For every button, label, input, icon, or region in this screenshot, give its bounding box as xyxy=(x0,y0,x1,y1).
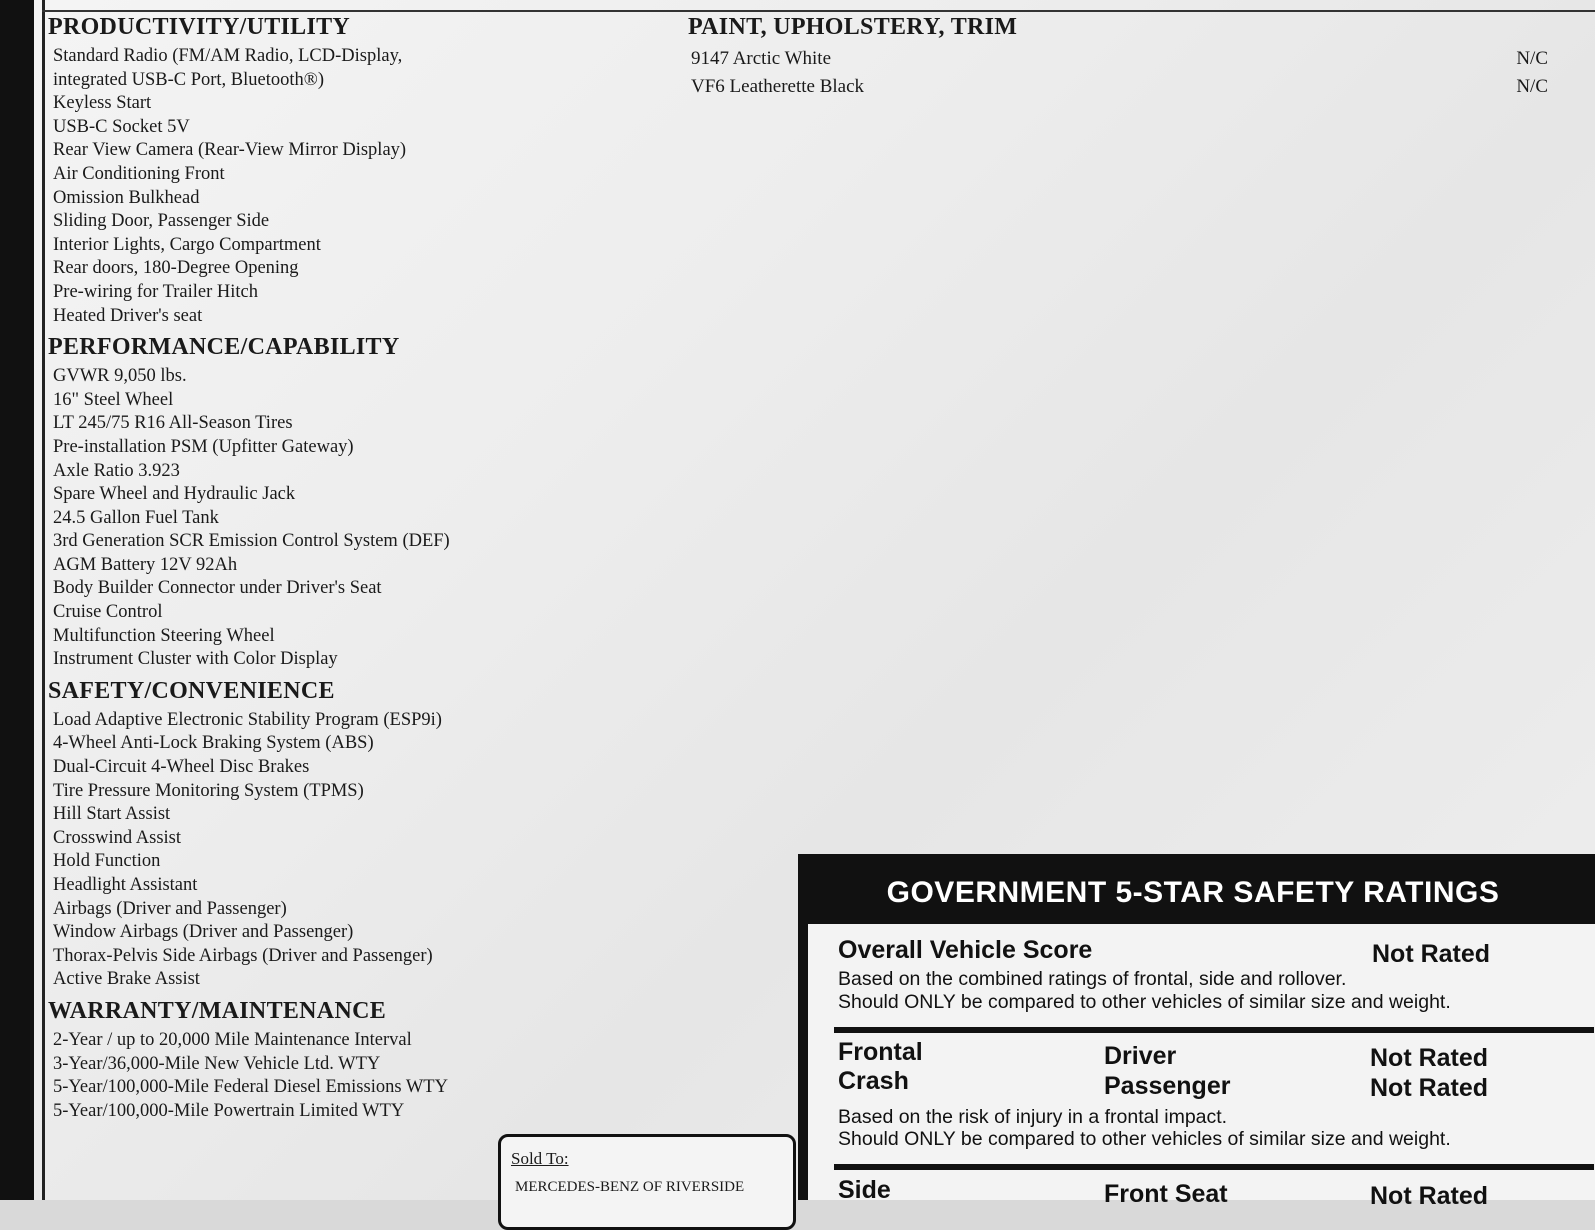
feature-item: Sliding Door, Passenger Side xyxy=(53,211,270,232)
feature-item: Heated Driver's seat xyxy=(53,305,203,326)
feature-item: Interior Lights, Cargo Compartment xyxy=(53,234,321,255)
feature-item: Active Brake Assist xyxy=(53,969,200,990)
feature-item: Rear View Camera (Rear-View Mirror Display) xyxy=(53,140,407,161)
feature-item: Cruise Control xyxy=(53,602,163,623)
paint-name: VF6 Leatherette Black xyxy=(691,76,865,97)
features-column xyxy=(48,14,668,1129)
paint-row xyxy=(691,73,1568,101)
section-divider xyxy=(834,1027,1594,1033)
frontal-desc-1: Based on the risk of injury in a frontal impact. xyxy=(838,1106,1228,1128)
feature-item: Load Adaptive Electronic Stability Program (ESP9i) xyxy=(53,709,442,730)
performance-title: PERFORMANCE/CAPABILITY xyxy=(48,334,400,361)
feature-item: LT 245/75 R16 All-Season Tires xyxy=(53,413,293,434)
feature-item: 3rd Generation SCR Emission Control System (DEF) xyxy=(53,531,450,552)
top-border-rule xyxy=(42,10,1595,12)
feature-item: Rear doors, 180-Degree Opening xyxy=(53,258,299,279)
paint-price: N/C xyxy=(1516,76,1548,97)
overall-desc-2: Should ONLY be compared to other vehicles of similar size and weight. xyxy=(838,991,1451,1013)
productivity-section xyxy=(48,14,668,328)
paint-name: 9147 Arctic White xyxy=(691,48,832,69)
frontal-passenger-label: Passenger xyxy=(1104,1072,1231,1100)
feature-item: Spare Wheel and Hydraulic Jack xyxy=(53,484,296,505)
performance-section xyxy=(48,334,668,672)
safety-section xyxy=(48,678,668,992)
section-divider xyxy=(834,1164,1594,1170)
left-border-rule xyxy=(42,0,45,1200)
sold-to-label: Sold To: xyxy=(511,1149,569,1168)
frontal-driver-value: Not Rated xyxy=(1370,1044,1489,1072)
feature-item: 5-Year/100,000-Mile Federal Diesel Emissions WTY xyxy=(53,1077,448,1098)
overall-desc-1: Based on the combined ratings of frontal, side and rollover. xyxy=(838,968,1347,990)
warranty-title: WARRANTY/MAINTENANCE xyxy=(48,997,387,1024)
page-edge-shadow xyxy=(0,0,34,1200)
feature-item: 24.5 Gallon Fuel Tank xyxy=(53,507,219,528)
feature-item: Axle Ratio 3.923 xyxy=(53,460,180,481)
feature-item: 2-Year / up to 20,000 Mile Maintenance Interval xyxy=(53,1029,412,1050)
frontal-desc-2: Should ONLY be compared to other vehicles of similar size and weight. xyxy=(838,1128,1451,1150)
feature-item: 4-Wheel Anti-Lock Braking System (ABS) xyxy=(53,733,374,754)
feature-item: Airbags (Driver and Passenger) xyxy=(53,898,287,919)
feature-item: Thorax-Pelvis Side Airbags (Driver and Passenger) xyxy=(53,945,433,966)
side-label: Side xyxy=(838,1176,891,1204)
feature-item: Instrument Cluster with Color Display xyxy=(53,649,338,670)
feature-item: Standard Radio (FM/AM Radio, LCD-Display, xyxy=(53,46,403,66)
feature-item: Body Builder Connector under Driver's Seat xyxy=(53,578,382,599)
safety-ratings-body xyxy=(808,924,1595,1210)
frontal-passenger-value: Not Rated xyxy=(1370,1074,1489,1102)
safety-ratings-panel xyxy=(798,854,1595,1210)
feature-item: Dual-Circuit 4-Wheel Disc Brakes xyxy=(53,757,310,778)
feature-item: Hold Function xyxy=(53,851,161,872)
feature-item: Multifunction Steering Wheel xyxy=(53,625,275,646)
paint-column xyxy=(688,14,1568,101)
frontal-driver-label: Driver xyxy=(1104,1042,1177,1070)
frontal-label-2: Crash xyxy=(838,1067,909,1095)
feature-item: Crosswind Assist xyxy=(53,827,181,848)
side-seat-label: Front Seat xyxy=(1104,1180,1228,1208)
overall-score-value: Not Rated xyxy=(1372,940,1491,968)
warranty-section xyxy=(48,998,668,1123)
paint-price: N/C xyxy=(1516,48,1548,69)
feature-item: Tire Pressure Monitoring System (TPMS) xyxy=(53,780,364,801)
sold-to-box xyxy=(498,1134,796,1230)
frontal-label-1: Frontal xyxy=(838,1038,923,1066)
feature-item: Window Airbags (Driver and Passenger) xyxy=(53,922,354,943)
feature-item: 16" Steel Wheel xyxy=(53,389,174,410)
feature-item: Pre-wiring for Trailer Hitch xyxy=(53,281,259,302)
overall-score-label: Overall Vehicle Score xyxy=(838,936,1093,964)
feature-item: Air Conditioning Front xyxy=(53,163,225,184)
feature-item: Omission Bulkhead xyxy=(53,187,200,208)
sold-to-value: MERCEDES-BENZ OF RIVERSIDE xyxy=(515,1179,745,1195)
feature-item: Hill Start Assist xyxy=(53,804,171,825)
side-value: Not Rated xyxy=(1370,1182,1489,1210)
feature-item: Headlight Assistant xyxy=(53,875,198,895)
feature-item: 3-Year/36,000-Mile New Vehicle Ltd. WTY xyxy=(53,1053,381,1074)
feature-item: GVWR 9,050 lbs. xyxy=(53,366,187,387)
productivity-title: PRODUCTIVITY/UTILITY xyxy=(48,14,351,40)
feature-item: 5-Year/100,000-Mile Powertrain Limited WTY xyxy=(53,1100,405,1121)
feature-item: integrated USB-C Port, Bluetooth®) xyxy=(53,69,324,90)
feature-item: AGM Battery 12V 92Ah xyxy=(53,554,238,575)
feature-item: Pre-installation PSM (Upfitter Gateway) xyxy=(53,436,354,457)
paint-row xyxy=(691,45,1568,73)
paint-title: PAINT, UPHOLSTERY, TRIM xyxy=(688,14,1018,40)
feature-item: USB-C Socket 5V xyxy=(53,116,190,137)
safety-ratings-title: GOVERNMENT 5-STAR SAFETY RATINGS xyxy=(886,876,1500,909)
feature-item: Keyless Start xyxy=(53,93,152,114)
safety-title: SAFETY/CONVENIENCE xyxy=(48,677,335,704)
